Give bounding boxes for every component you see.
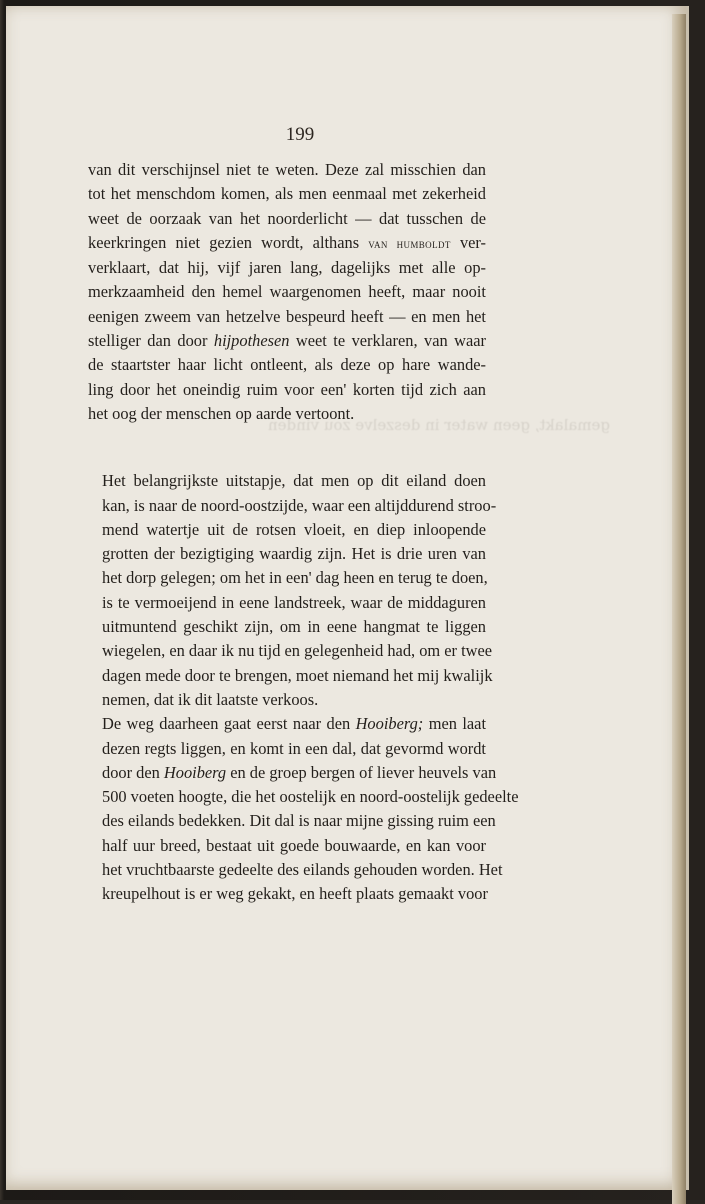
text-line: 500 voeten hoogte, die het oostelijk en noord-oostelijk gedeelte: [102, 787, 519, 807]
text-line: mend watertje uit de rotsen vloeit, en diep inloopende: [102, 519, 486, 539]
text-line: De weg daarheen gaat eerst naar den Hooiberg; men laat: [102, 714, 486, 734]
text-line: weet de oorzaak van het noorderlicht — dat tusschen de: [88, 208, 486, 228]
text-line: het dorp gelegen; om het in een' dag heen en terug te doen,: [102, 568, 488, 588]
body-text: [88, 158, 519, 907]
text-line: wiegelen, en daar ik nu tijd en gelegenheid had, om er twee: [102, 641, 493, 661]
text-line: Het belangrijkste uitstapje, dat men op dit eiland doen: [102, 471, 486, 491]
text-line: door den Hooiberg en de groep bergen of liever heuvels van: [102, 762, 497, 782]
text-line: half uur breed, bestaat uit goede bouwaarde, en kan voor: [102, 835, 486, 855]
text-line: grotten der bezigtiging waardig zijn. Het is drie uren van: [102, 544, 486, 564]
bleed-through-text: gemalakt, geen water in deszelve zou vinden: [268, 418, 610, 434]
text-line: merkzaamheid den hemel waargenomen heeft, maar nooit: [88, 282, 486, 302]
paragraph: [88, 712, 519, 906]
text-line: de staartster haar licht ontleent, als deze op hare wande-: [88, 355, 486, 375]
text-line: van dit verschijnsel niet te weten. Deze zal misschien dan: [88, 160, 486, 179]
small-caps-name: van humboldt: [368, 235, 451, 251]
text-line: is te vermoeijend in eene landstreek, waar de middaguren: [102, 592, 486, 612]
text-line: dezen regts liggen, en komt in een dal, dat gevormd wordt: [102, 738, 486, 758]
text-line: uitmuntend geschikt zijn, om in eene hangmat te liggen: [102, 617, 486, 637]
paragraph-gap: [88, 426, 486, 469]
italic-term: Hooiberg: [163, 762, 227, 782]
text-line: het vruchtbaarste gedeelte des eilands gehouden worden. Het: [102, 860, 503, 880]
text-line: het oog der menschen op aarde vertoont.: [88, 403, 355, 423]
italic-term: hijpothesen: [213, 331, 290, 351]
page-edge: [672, 14, 686, 1204]
text-line: keerkringen niet gezien wordt, althans van humboldt ver-: [88, 232, 487, 252]
text-line: dagen mede door te brengen, moet niemand het mij kwalijk: [102, 665, 493, 685]
paragraph: [88, 158, 486, 426]
text-line: ling door het oneindig ruim voor een' korten tijd zich aan: [88, 379, 486, 399]
italic-term: Hooiberg;: [355, 714, 424, 734]
text-line: kan, is naar de noord-oostzijde, waar een altijddurend stroo-: [102, 495, 497, 515]
text-line: tot het menschdom komen, als men eenmaal met zekerheid: [88, 184, 486, 204]
text-line: verklaart, dat hij, vijf jaren lang, dagelijks met alle op-: [88, 258, 486, 278]
paragraph: [88, 469, 497, 712]
page-number: 199: [285, 124, 315, 145]
text-line: nemen, dat ik dit laatste verkoos.: [102, 689, 319, 709]
text-line: kreupelhout is er weg gekakt, en heeft plaats gemaakt voor: [102, 884, 488, 904]
text-line: des eilands bedekken. Dit dal is naar mijne gissing ruim een: [102, 811, 496, 831]
text-line: eenigen zweem van hetzelve bespeurd heeft — en men het: [88, 306, 486, 326]
text-line: stelliger dan door hijpothesen weet te verklaren, van waar: [88, 331, 486, 351]
